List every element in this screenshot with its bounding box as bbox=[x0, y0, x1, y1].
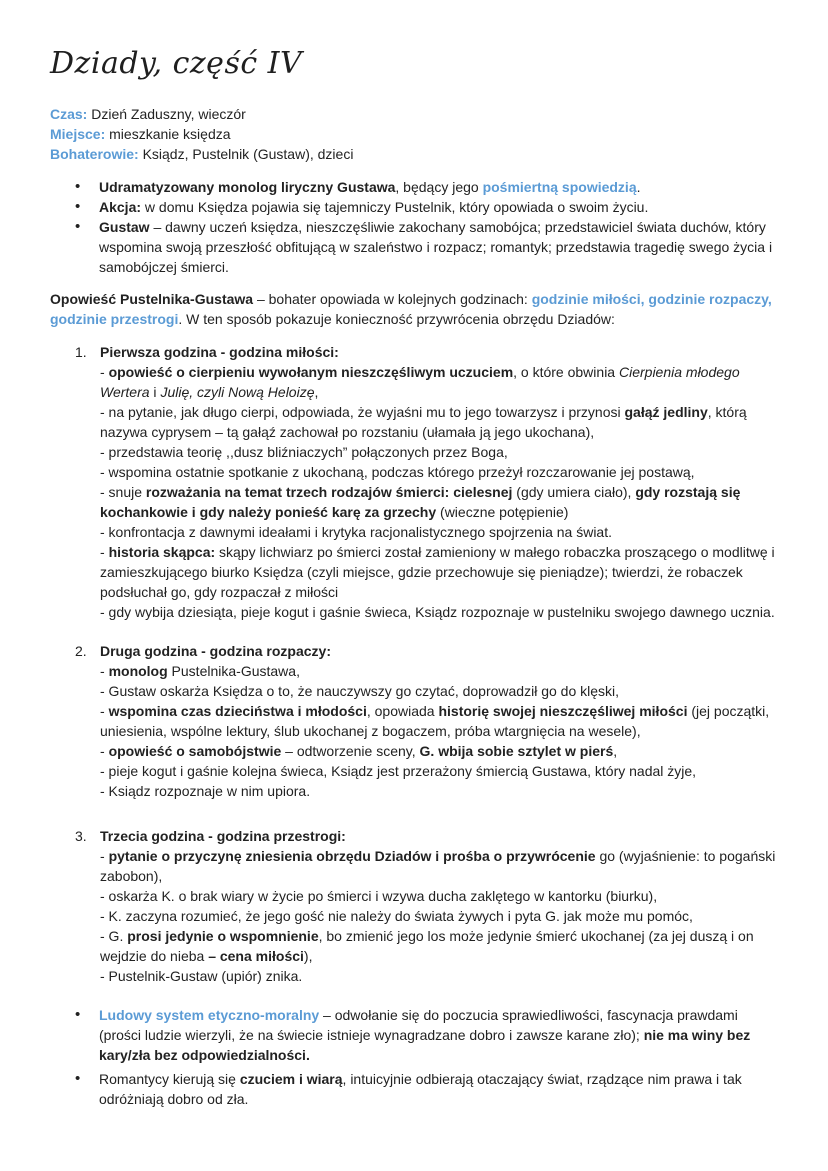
section-heading: Trzecia godzina - godzina przestrogi: bbox=[100, 828, 346, 844]
list-item: - K. zaczyna rozumieć, że jego gość nie należy do świata żywych i pyta G. jak może mu pomóc, bbox=[100, 908, 693, 924]
intro-bullet-1: • Udramatyzowany monolog liryczny Gustawa, będący jego pośmiertną spowiedzią. bbox=[75, 178, 641, 195]
list-item: - przedstawia teorię ,,dusz bliźniaczych” połączonych przez Boga, bbox=[100, 444, 508, 460]
intro-bullet-2: • Akcja: w domu Księdza pojawia się tajemniczy Pustelnik, który opowiada o swoim życiu. bbox=[75, 198, 649, 215]
meta-bohaterowie: Bohaterowie: Ksiądz, Pustelnik (Gustaw), dzieci bbox=[50, 146, 354, 162]
list-item: - konfrontacja z dawnymi ideałami i krytyka racjonalistycznego spojrzenia na świat. bbox=[100, 524, 612, 540]
list-item: - oskarża K. o brak wiary w życie po śmierci i wzywa ducha zaklętego w kantorku (biurku), bbox=[100, 888, 658, 904]
section-hour-2: 2. Druga godzina - godzina rozpaczy: - monolog Pustelnika-Gustawa, - Gustaw oskarża Księdza o to, że nauczywszy go czytać, doprowadził go do klęski, - wspomina czas dzieciństwa i młodości, opowiada historię swojej nieszczęśliwej miłości (jej początki, uniesienia, wspólne lektury, ślub ukochanej z bogaczem, próba wtargnięcia na wesele), - opowieść o samobójstwie – odtworzenie sceny, G. wbija sobie sztylet w pierś, - pieje kogut i gaśnie kolejna świeca, Ksiądz jest przerażony śmiercią Gustawa, który nadal żyje, - Ksiądz rozpoznaje w nim upiora. bbox=[75, 641, 780, 801]
list-item: - historia skąpca: skąpy lichwiarz po śmierci został zamieniony w małego robaczka proszącego o modlitwę i zamieszkującego biurko Księdza (czyli miejsce, gdzie przechowuje się pieniądze); twierdzi, że robaczek podsłuchał go, gdy rozpaczał z miłości bbox=[100, 544, 775, 600]
list-item: - wspomina czas dzieciństwa i młodości, opowiada historię swojej nieszczęśliwej miłości (jej początki, uniesienia, wspólne lektury, ślub ukochanej z bogaczem, próba wtargnięcia na wesele), bbox=[100, 703, 770, 739]
meta-miejsce: Miejsce: mieszkanie księdza bbox=[50, 126, 231, 142]
section-heading: Pierwsza godzina - godzina miłości: bbox=[100, 344, 339, 360]
list-item: - wspomina ostatnie spotkanie z ukochaną, podczas którego przeżył rozczarowanie jej postawą, bbox=[100, 464, 695, 480]
list-item: - pytanie o przyczynę zniesienia obrzędu Dziadów i prośba o przywrócenie go (wyjaśnienie: to pogański zabobon), bbox=[100, 848, 776, 884]
page-title: Dziady, część IV bbox=[50, 46, 303, 81]
list-item: - opowieść o cierpieniu wywołanym nieszczęśliwym uczuciem, o które obwinia Cierpienia młodego Wertera i Julię, czyli Nową Heloizę, bbox=[100, 364, 740, 400]
outro-bullet-2: • Romantycy kierują się czuciem i wiarą, intuicyjnie odbierają otaczający świat, rządzące nim prawa i tak odróżniają dobro od zła. bbox=[75, 1070, 742, 1107]
section-hour-3: 3. Trzecia godzina - godzina przestrogi: - pytanie o przyczynę zniesienia obrzędu Dziadów i prośba o przywrócenie go (wyjaśnienie: to pogański zabobon), - oskarża K. o brak wiary w życie po śmierci i wzywa ducha zaklętego w kantorku (biurku), - K. zaczyna rozumieć, że jego gość nie należy do świata żywych i pyta G. jak może mu pomóc, - G. prosi jedynie o wspomnienie, bo zmienić jego los może jedynie śmierć ukochanej (za jej duszą i on wejdzie do nieba – cena miłości), - Pustelnik-Gustaw (upiór) znika. bbox=[75, 826, 780, 986]
story-paragraph: Opowieść Pustelnika-Gustawa – bohater opowiada w kolejnych godzinach: godzinie miłości, godzinie rozpaczy, godzinie przestrogi. W ten sposób pokazuje konieczność przywrócenia obrzędu Dziadów: bbox=[50, 291, 772, 327]
list-item: - pieje kogut i gaśnie kolejna świeca, Ksiądz jest przerażony śmiercią Gustawa, który nadal żyje, bbox=[100, 763, 697, 779]
list-item: - Ksiądz rozpoznaje w nim upiora. bbox=[100, 783, 311, 799]
outro-bullet-list bbox=[50, 1005, 780, 1109]
meta-block bbox=[50, 104, 353, 164]
list-item: - monolog Pustelnika-Gustawa, bbox=[100, 663, 300, 679]
list-item: - Pustelnik-Gustaw (upiór) znika. bbox=[100, 968, 303, 984]
intro-bullet-3: • Gustaw – dawny uczeń księdza, nieszczęśliwie zakochany samobójca; przedstawiciel świata duchów, który wspomina swoją przeszłość obfitującą w szaleństwo i rozpacz; romantyk; przedstawia tragedię swego życia i samobójczej śmierci. bbox=[75, 218, 773, 275]
list-item: - gdy wybija dziesiąta, pieje kogut i gaśnie świeca, Ksiądz rozpoznaje w pustelniku swojego dawnego ucznia. bbox=[100, 604, 775, 620]
list-item: - Gustaw oskarża Księdza o to, że nauczywszy go czytać, doprowadził go do klęski, bbox=[100, 683, 620, 699]
section-hour-1: 1. Pierwsza godzina - godzina miłości: - opowieść o cierpieniu wywołanym nieszczęśliwym uczuciem, o które obwinia Cierpienia młodego Wertera i Julię, czyli Nową Heloizę, - na pytanie, jak długo cierpi, odpowiada, że wyjaśni mu to jego towarzysz i przynosi gałąź jedliny, którą nazywa cyprysem – tą gałąź zachował po rozstaniu (ułamała ją jego ukochana), - przedstawia teorię ,,dusz bliźniaczych” połączonych przez Boga, - wspomina ostatnie spotkanie z ukochaną, podczas którego przeżył rozczarowanie jej postawą, - snuje rozważania na temat trzech rodzajów śmierci: cielesnej (gdy umiera ciało), gdy rozstają się kochankowie i gdy należy ponieść karę za grzechy (wieczne potępienie) - konfrontacja z dawnymi ideałami i krytyka racjonalistycznego spojrzenia na świat. - historia skąpca: skąpy lichwiarz po śmierci został zamieniony w małego robaczka proszącego o modlitwę i zamieszkującego biurko Księdza (czyli miejsce, gdzie przechowuje się pieniądze); twierdzi, że robaczek podsłuchał go, gdy rozpaczał z miłości - gdy wybija dziesiąta, pieje kogut i gaśnie świeca, Ksiądz rozpoznaje w pustelniku swojego dawnego ucznia. bbox=[75, 342, 780, 622]
meta-czas: Czas: Dzień Zaduszny, wieczór bbox=[50, 106, 246, 122]
intro-bullet-list bbox=[50, 177, 780, 277]
list-item: - snuje rozważania na temat trzech rodzajów śmierci: cielesnej (gdy umiera ciało), gdy rozstają się kochankowie i gdy należy ponieść karę za grzechy (wieczne potępienie) bbox=[100, 484, 741, 520]
list-item: - G. prosi jedynie o wspomnienie, bo zmienić jego los może jedynie śmierć ukochanej (za jej duszą i on wejdzie do nieba – cena miłości), bbox=[100, 928, 754, 964]
list-item: - opowieść o samobójstwie – odtworzenie sceny, G. wbija sobie sztylet w pierś, bbox=[100, 743, 618, 759]
outro-bullet-1: • Ludowy system etyczno-moralny – odwołanie się do poczucia sprawiedliwości, fascynacja prawdami (prości ludzie wierzyli, że na świecie istnieje wynagradzane dobro i zawsze karane zło); nie ma winy bez kary/zła bez odpowiedzialności. bbox=[75, 1006, 751, 1063]
list-item: - na pytanie, jak długo cierpi, odpowiada, że wyjaśni mu to jego towarzysz i przynosi gałąź jedliny, którą nazywa cyprysem – tą gałąź zachował po rozstaniu (ułamała ją jego ukochana), bbox=[100, 404, 747, 440]
section-heading: Druga godzina - godzina rozpaczy: bbox=[100, 643, 332, 659]
